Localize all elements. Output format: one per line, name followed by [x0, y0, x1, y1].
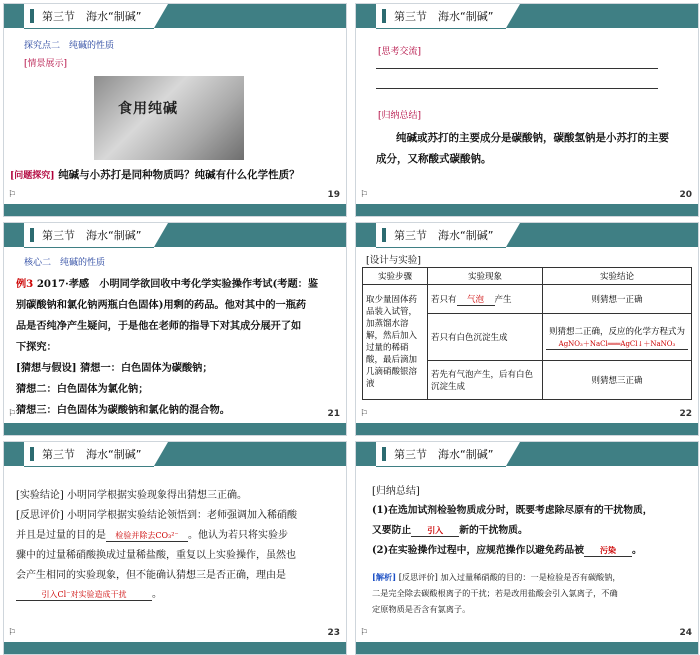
text-line: 又要防止 引入 新的干扰物质。 [372, 525, 528, 536]
equation-answer: AgNO₃＋NaCl═══AgCl↓＋NaNO₃ [546, 339, 688, 350]
slide-icon: ⚐ [8, 628, 17, 638]
summary-tag: [归纳总结] [378, 111, 422, 121]
section-title: 探究点二 纯碱的性质 [24, 41, 115, 51]
table-row [363, 285, 692, 314]
text-line: 骤中的过量稀硝酸换成过量稀盐酸，重复以上实验操作，虽然也 [16, 550, 296, 561]
slide-header-bar [4, 223, 346, 247]
slide-number: 21 [327, 409, 340, 419]
soda-bag-photo: 食用纯碱 [94, 76, 244, 160]
text-line: [实验结论] 小明同学根据实验现象得出猜想三正确。 [16, 490, 247, 501]
slide-24 [355, 441, 699, 655]
column-header: 实验结论 [543, 268, 692, 285]
column-header: 实验现象 [428, 268, 543, 285]
slide-title: 第三节 海水“制碱” [394, 10, 494, 23]
example-label: 例3 [16, 278, 34, 290]
text-line: 品是否纯净产生疑问，于是他在老师的指导下对其成分展开了如 [16, 320, 302, 332]
slide-header-bar [356, 4, 698, 28]
design-tag: [设计与实验] [366, 255, 421, 266]
phenomenon-cell: 若只有 气泡 产生 [428, 285, 543, 314]
slide-20 [355, 3, 699, 217]
slide-icon: ⚐ [8, 190, 17, 200]
conclusion-cell: 则猜想三正确 [543, 361, 692, 400]
slide-number: 24 [679, 628, 692, 638]
text-line: (2)在实验操作过程中，应规范操作以避免药品被 污染 。 [372, 545, 642, 556]
slide-title: 第三节 海水“制碱” [394, 448, 494, 461]
text-line: [猜想与假设] 猜想一：白色固体为碳酸钠； [16, 362, 213, 374]
slide-22 [355, 222, 699, 436]
phenomenon-cell: 若先有气泡产生，后有白色沉淀生成 [428, 361, 543, 400]
text-line: 猜想三：白色固体为碳酸钠和氯化钠的混合物。 [16, 404, 230, 416]
step-cell: 取少量固体药品装入试管，加蒸馏水溶解，然后加入过量的稀硝酸，最后滴加几滴硝酸银溶液 [363, 285, 428, 400]
question-tag: [问题探究] [10, 171, 55, 181]
analysis-line: [解析] [反思评价] 加入过量稀硝酸的目的：一是检验是否有碳酸钠， [372, 572, 621, 582]
text-line: [反思评价] 小明同学根据实验结论领悟到：老师强调加入稀硝酸 [16, 510, 297, 521]
slide-title: 第三节 海水“制碱” [42, 448, 142, 461]
slide-title: 第三节 海水“制碱” [394, 229, 494, 242]
analysis-line: 定原物质是否含有氯离子。 [372, 604, 471, 614]
slide-icon: ⚐ [360, 628, 369, 638]
answer-blank: 污染 [584, 545, 632, 557]
slide-21 [3, 222, 347, 436]
text-line: 会产生相同的实验现象，但不能确认猜想三是否正确，理由是 [16, 570, 286, 581]
slide-icon: ⚐ [8, 409, 17, 419]
answer-blank: 检验并除去CO₃²⁻ [106, 530, 188, 542]
slide-header-bar [356, 223, 698, 247]
table-header [363, 268, 692, 285]
answer-line [376, 88, 658, 89]
answer-blank: 气泡 [457, 293, 495, 306]
slide-title: 第三节 海水“制碱” [42, 10, 142, 23]
text-line: (1)在选加试剂检验物质成分时，既要考虑除尽原有的干扰物质， [372, 505, 653, 516]
slide-number: 19 [327, 190, 340, 200]
text-line: 下探究： [16, 341, 57, 353]
summary-tag: [归纳总结] [372, 486, 420, 497]
slide-header-bar [4, 442, 346, 466]
analysis-line: 二是完全除去碳酸根离子的干扰；若是改用盐酸会引入氯离子，不确 [372, 588, 618, 598]
summary-line: 成分，又称酸式碳酸钠。 [376, 153, 492, 165]
answer-blank: 引入 [411, 525, 459, 537]
slide-icon: ⚐ [360, 190, 369, 200]
phenomenon-cell: 若只有白色沉淀生成 [428, 314, 543, 361]
slide-number: 22 [679, 409, 692, 419]
experiment-table [362, 267, 692, 400]
slide-number: 23 [327, 628, 340, 638]
slide-header-bar [4, 4, 346, 28]
think-tag: [思考交流] [378, 47, 422, 57]
slide-icon: ⚐ [360, 409, 369, 419]
text-line: 猜想二：白色固体为氯化钠； [16, 383, 149, 395]
text-line: 引入Cl⁻对实验造成干扰 。 [16, 585, 162, 601]
answer-blank: 引入Cl⁻对实验造成干扰 [16, 589, 152, 601]
answer-line [376, 68, 658, 69]
analysis-tag: [解析] [372, 572, 397, 582]
slide-number: 20 [679, 190, 692, 200]
column-header: 实验步骤 [363, 268, 428, 285]
question-line [10, 167, 300, 182]
slide-title: 第三节 海水“制碱” [42, 229, 142, 242]
conclusion-cell: 则猜想二正确，反应的化学方程式为 AgNO₃＋NaCl═══AgCl↓＋NaNO₃ [543, 314, 692, 361]
example-line: 例3 2017·孝感 小明同学欲回收中考化学实验操作考试(考题：鉴 [16, 278, 319, 290]
slide-header-bar [356, 442, 698, 466]
slide-19 [3, 3, 347, 217]
text-line: 并且是过量的目的是 检验并除去CO₃²⁻ 。他认为若只将实验步 [16, 530, 288, 541]
scene-tag: [情景展示] [24, 59, 68, 69]
summary-line: 纯碱或苏打的主要成分是碳酸钠，碳酸氢钠是小苏打的主要 [396, 132, 669, 144]
question-text: 纯碱与小苏打是同种物质吗？纯碱有什么化学性质？ [58, 169, 300, 181]
text-line: 别碳酸钠和氯化钠两瓶白色固体)用剩的药品。他对其中的一瓶药 [16, 299, 307, 311]
section-title: 核心二 纯碱的性质 [24, 258, 106, 268]
slide-23 [3, 441, 347, 655]
conclusion-cell: 则猜想一正确 [543, 285, 692, 314]
